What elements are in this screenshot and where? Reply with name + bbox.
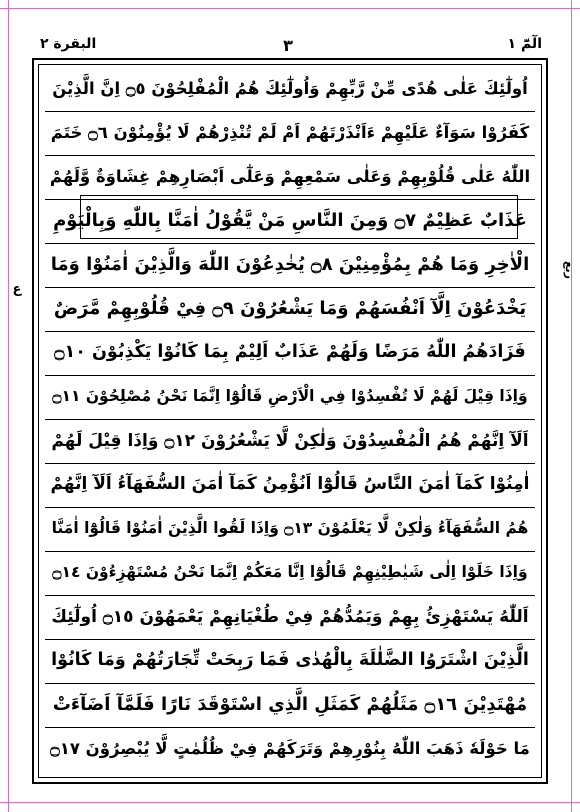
verse-line: وَاِذَا قِيْلَ لَهُمْ لَا تُفْسِدُوْا فِي الْاَرْضِ قَالُوْٓا اِنَّمَا نَحْنُ مُصْلِحُوْنَ ۝١١	[45, 373, 535, 420]
juz-name-label: الٓمّٓ ١	[507, 36, 542, 52]
verse-line: اَلَآ اِنَّهُمْ هُمُ الْمُفْسِدُوْنَ وَلٰكِنْ لَّا يَشْعُرُوْنَ ۝١٢ وَاِذَا قِيْلَ لَهُمْ	[45, 417, 535, 464]
ruku-mark: ع	[12, 282, 22, 297]
verse-line: مُهْتَدِيْنَ ۝١٦ مَثَلُهُمْ كَمَثَلِ الَّذِي اسْتَوْقَدَ نَارًا فَلَمَّآ اَضَآءَتْ	[45, 681, 535, 728]
verse-line: الَّذِيْنَ اشْتَرَوُا الضَّلٰلَةَ بِالْهُدٰى فَمَا رَبِحَتْ تِّجَارَتُهُمْ وَمَا كَانُوْا	[45, 637, 535, 684]
verse-line: عَذَابٌ عَظِيْمٌ ۝٧ وَمِنَ النَّاسِ مَنْ يَّقُوْلُ اٰمَنَّا بِاللّٰهِ وَبِالْيَوْمِ	[45, 197, 535, 244]
verse-line: وَاِذَا خَلَوْا اِلٰى شَيٰطِيْنِهِمْ قَالُوْٓا اِنَّا مَعَكُمْ اِنَّمَا نَحْنُ مُسْتَهْزِءُوْنَ ۝١٤	[45, 549, 535, 596]
margin-note: ربع	[563, 261, 576, 279]
text-frame	[32, 58, 548, 784]
verse-line: فَزَادَهُمُ اللّٰهُ مَرَضًا وَلَهُمْ عَذَابٌ اَلِيْمٌ بِمَا كَانُوْا يَكْذِبُوْنَ ۝١٠	[45, 329, 535, 376]
page-number: ٣	[283, 36, 293, 55]
verse-line: الْاٰخِرِ وَمَا هُمْ بِمُؤْمِنِيْنَ ۝٨ يُخٰدِعُوْنَ اللّٰهَ وَالَّذِيْنَ اٰمَنُوْا وَمَا	[45, 241, 535, 288]
page-header	[26, 34, 550, 56]
verse-line: اُولٰٓئِكَ عَلٰى هُدًى مِّنْ رَّبِّهِمْ وَاُولٰٓئِكَ هُمُ الْمُفْلِحُوْنَ ۝٥ اِنَّ الَّذِيْنَ	[45, 65, 535, 112]
verse-line: هُمُ السُّفَهَآءُ وَلٰكِنْ لَّا يَعْلَمُوْنَ ۝١٣ وَاِذَا لَقُوا الَّذِيْنَ اٰمَنُوْا قَالُوْٓا اٰمَنَّا	[45, 505, 535, 552]
trim-line-left	[8, 0, 9, 812]
trim-line-top	[0, 8, 580, 9]
verse-line: مَا حَوْلَهٗ ذَهَبَ اللّٰهُ بِنُوْرِهِمْ وَتَرَكَهُمْ فِيْ ظُلُمٰتٍ لَّا يُبْصِرُوْنَ ۝١٧	[50, 738, 530, 758]
trim-line-bottom	[0, 802, 580, 803]
verse-line: اَللّٰهُ يَسْتَهْزِئُ بِهِمْ وَيَمُدُّهُمْ فِيْ طُغْيَانِهِمْ يَعْمَهُوْنَ ۝١٥ اُولٰٓئِكَ	[45, 593, 535, 640]
verse-line: يَخْدَعُوْنَ اِلَّآ اَنْفُسَهُمْ وَمَا يَشْعُرُوْنَ ۝٩ فِيْ قُلُوْبِهِمْ مَّرَضٌ	[45, 285, 535, 332]
text-frame-inner	[38, 64, 542, 778]
verse-line: اٰمِنُوْا كَمَآ اٰمَنَ النَّاسُ قَالُوْٓا اَنُؤْمِنُ كَمَآ اٰمَنَ السُّفَهَآءُ اَلَآ اِنَّهُمْ	[45, 461, 535, 508]
surah-name-label: البقرة ٢	[40, 36, 97, 52]
trim-line-right	[571, 0, 572, 812]
verse-line: اللّٰهُ عَلٰى قُلُوْبِهِمْ وَعَلٰى سَمْعِهِمْ وَعَلٰٓى اَبْصَارِهِمْ غِشَاوَةٌ وَّلَهُمْ	[45, 153, 535, 200]
verse-line: كَفَرُوْا سَوَآءٌ عَلَيْهِمْ ءَاَنْذَرْتَهُمْ اَمْ لَمْ تُنْذِرْهُمْ لَا يُؤْمِنُوْنَ ۝٦ خَتَمَ	[45, 109, 535, 156]
